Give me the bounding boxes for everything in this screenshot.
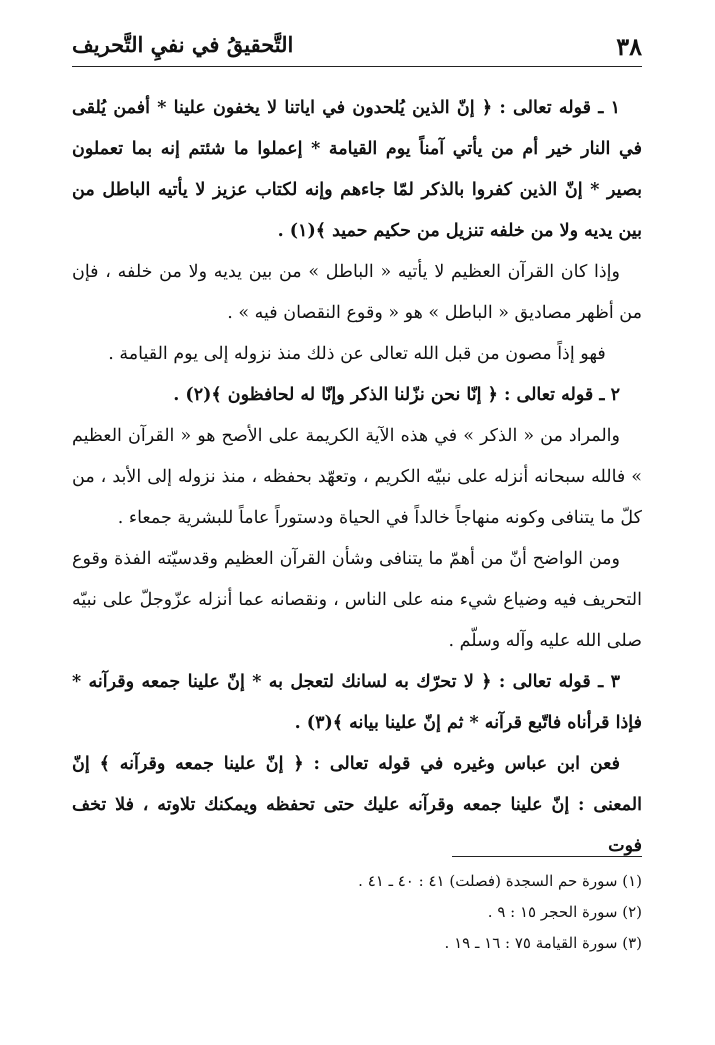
- paragraph-commentary-2: والمراد من « الذكر » في هذه الآية الكريمة على الأصح هو « القرآن العظيم » فالله سبحانه أنزله على نبيّه الكريم ، وتعهّد بحفظه ، منذ نزوله إلى الأبد ، من كلّ ما يتنافى وكونه منهاجاً خالداً في الحياة ودستوراً عاماً للبشرية جمعاء .: [72, 426, 642, 528]
- paragraph-verse-3: ٣ ـ قوله تعالى : ﴿ لا تحرّك به لسانك لتعجل به * إنّ علينا جمعه وقرآنه * فإذا قرأناه فاتّبع قرآنه * ثم إنّ علينا بيانه ﴾(٣) .: [72, 672, 642, 733]
- main-text: [72, 88, 642, 867]
- page-header: [72, 30, 642, 64]
- paragraph-commentary-1: وإذا كان القرآن العظيم لا يأتيه « الباطل » من بين يديه ولا من خلفه ، فإن من أظهر مصاديق « الباطل » هو « وقوع النقصان فيه » .: [72, 262, 642, 323]
- paragraph-verse-1: ١ ـ قوله تعالى : ﴿ إنّ الذين يُلحدون في اياتنا لا يخفون علينا * أفمن يُلقى في النار خير أم من يأتي آمناً يوم القيامة * إعملوا ما شئتم إنه بما تعملون بصير * إنّ الذين كفروا بالذكر لمّا جاءهم وإنه لكتاب عزيز لا يأتيه الباطل من بين يديه ولا من خلفه تنزيل من حكيم حميد ﴾(١) .: [72, 98, 642, 241]
- paragraph-commentary-4: فعن ابن عباس وغيره في قوله تعالى : ﴿ إنّ علينا جمعه وقرآنه ﴾ إنّ المعنى : إنّ علينا جمعه وقرآنه عليك حتى تحفظه ويمكنك تلاوته ، فلا تخف فوت: [72, 754, 642, 856]
- header-divider: [72, 66, 642, 67]
- footnotes: [72, 866, 642, 959]
- paragraph-verse-2: ٢ ـ قوله تعالى : ﴿ إنّا نحن نزّلنا الذكر وإنّا له لحافظون ﴾(٢) .: [173, 385, 620, 405]
- footnote-3: (٣) سورة القيامة ٧٥ : ١٦ ـ ١٩ .: [444, 934, 642, 952]
- paragraph-conclusion-1: فهو إذاً مصون من قبل الله تعالى عن ذلك منذ نزوله إلى يوم القيامة .: [108, 344, 606, 364]
- footnote-divider: [452, 856, 642, 857]
- footnote-2: (٢) سورة الحجر ١٥ : ٩ .: [487, 903, 642, 921]
- running-title: التَّحقيقُ في نفيِ التَّحريف: [72, 32, 294, 57]
- paragraph-commentary-3: ومن الواضح أنّ من أهمّ ما يتنافى وشأن القرآن العظيم وقدسيّته الفذة وقوع التحريف فيه وضياع شيء منه على الناس ، ونقصانه عما أنزله عزّوجلّ على نبيّه صلى الله عليه وآله وسلّم .: [72, 549, 642, 651]
- footnote-1: (١) سورة حم السجدة (فصلت) ٤١ : ٤٠ ـ ٤١ .: [358, 872, 642, 890]
- page-number: ٣٨: [616, 32, 642, 61]
